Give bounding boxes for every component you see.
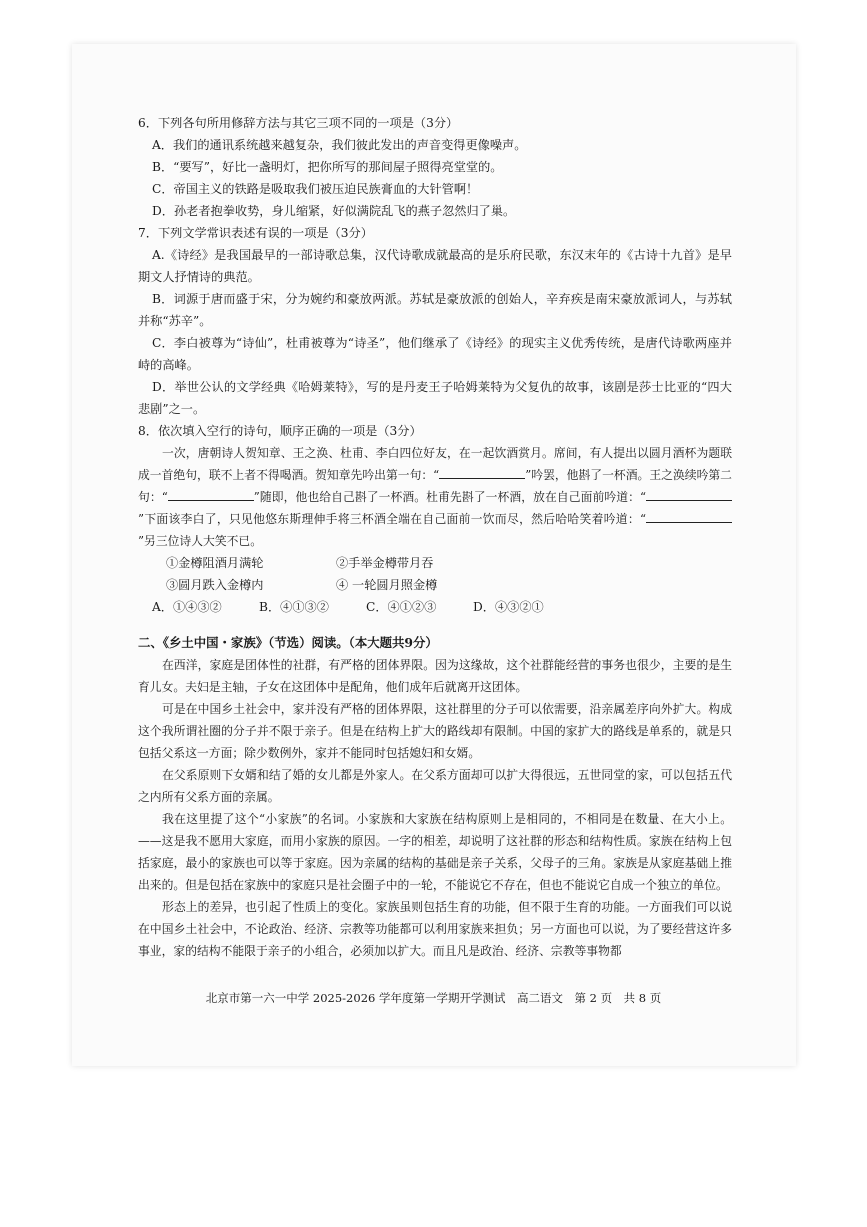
q8-passage-part-1: 一次，唐朝诗人贺知章、王之涣、杜甫、李白四位好友，在一起饮酒赏月。席间，有人提出以圆月酒杯为题联成一首绝句，联不上者不得喝酒。贺知章先吟出第一句：“ — [138, 446, 732, 482]
q8-passage-part-4: ”下面该李白了，只见他悠东斯理伸手将三杯酒全端在自己面前一饮而尽，然后哈哈笑着吟道：“ — [138, 512, 646, 526]
q8-answer-options — [138, 596, 732, 618]
q7-option-a: A.《诗经》是我国最早的一部诗歌总集，汉代诗歌成就最高的是乐府民歌，东汉末年的《古诗十九首》是早期文人抒情诗的典范。 — [138, 248, 732, 284]
blank-1 — [439, 465, 525, 479]
q7-option-d: D．举世公认的文学经典《哈姆莱特》，写的是丹麦王子哈姆莱特为父复仇的故事，该剧是莎士比亚的“四大悲剧”之一。 — [138, 380, 732, 416]
poem-lines-row-2 — [138, 574, 732, 596]
q8-option-d: D．④③②① — [473, 600, 544, 614]
q7-option-b: B．词源于唐而盛于宋，分为婉约和豪放两派。苏轼是豪放派的创始人，辛弃疾是南宋豪放派词人，与苏轼并称“苏辛”。 — [138, 292, 732, 328]
question-8-stem: 8．依次填入空行的诗句，顺序正确的一项是（3分） — [138, 424, 422, 438]
q8-passage — [138, 442, 732, 552]
reading-paragraph-5: 形态上的差异，也引起了性质上的变化。家族虽则包括生育的功能，但不限于生育的功能。一方面我们可以说在中国乡土社会中，不论政治、经济、宗教等功能都可以利用家族来担负；另一方面也可以说，为了要经营这许多事业，家的结构不能限于亲子的小组合，必须加以扩大。而且凡是政治、经济、宗教等事物都 — [138, 900, 732, 958]
poem-lines-row-1 — [138, 552, 732, 574]
poem-line-1: ①金樽阻酒月满轮 — [166, 556, 264, 570]
blank-4 — [646, 509, 732, 523]
question-7-stem: 7．下列文学常识表述有误的一项是（3分） — [138, 226, 373, 240]
section-2-title: 二、《乡土中国・家族》（节选）阅读。（本大题共9分） — [138, 635, 438, 650]
poem-line-3: ③圆月跌入金樽内 — [166, 578, 264, 592]
blank-3 — [646, 487, 732, 501]
blank-2 — [168, 487, 254, 501]
q6-option-d: D．孙老者抱拳收势，身儿缩紧，好似满院乱飞的燕子忽然归了巢。 — [152, 204, 516, 218]
q8-passage-part-2: ”吟罢，他斟了一杯酒。王之涣续吟第二句：“ — [138, 468, 732, 504]
page-content — [138, 112, 732, 962]
reading-paragraph-2: 可是在中国乡土社会中，家并没有严格的团体界限，这社群里的分子可以依需要，沿亲属差序向外扩大。构成这个我所谓社圈的分子并不限于亲子。但是在结构上扩大的路线却有限制。中国的家扩大的路线是单系的，就是只包括父系这一方面；除少数例外，家并不能同时包括媳妇和女婿。 — [138, 702, 732, 760]
question-6-stem: 6．下列各句所用修辞方法与其它三项不同的一项是（3分） — [138, 116, 459, 130]
q8-option-a: A．①④③② — [152, 600, 222, 614]
reading-paragraph-4: 我在这里提了这个“小家族”的名词。小家族和大家族在结构原则上是相同的，不相同是在数量、在大小上。——这是我不愿用大家庭，而用小家族的原因。一字的相差，却说明了这社群的形态和结构性质。家族在结构上包括家庭，最小的家族也可以等于家庭。因为亲属的结构的基础是亲子关系，父母子的三角。家族是从家庭基础上推出来的。但是包括在家族中的家庭只是社会圈子中的一轮，不能说它不存在，但也不能说它自成一个独立的单位。 — [138, 812, 732, 892]
poem-line-4: ④ 一轮圆月照金樽 — [336, 578, 438, 592]
q8-option-c: C．④①②③ — [366, 600, 437, 614]
q6-option-a: A．我们的通讯系统越来越复杂，我们彼此发出的声音变得更像噪声。 — [152, 138, 527, 152]
q8-passage-part-5: ”另三位诗人大笑不已。 — [138, 534, 263, 548]
q6-option-b: B．“要写”，好比一盏明灯，把你所写的那间屋子照得亮堂堂的。 — [152, 160, 503, 174]
q6-option-c: C．帝国主义的铁路是吸取我们被压迫民族膏血的大针管啊！ — [152, 182, 479, 196]
poem-line-2: ②手举金樽带月吞 — [336, 556, 434, 570]
reading-paragraph-1: 在西洋，家庭是团体性的社群，有严格的团体界限。因为这缘故，这个社群能经营的事务也很少，主要的是生育儿女。夫妇是主轴，子女在这团体中是配角，他们成年后就离开这团体。 — [138, 658, 732, 694]
q7-option-c: C．李白被尊为“诗仙”，杜甫被尊为“诗圣”，他们继承了《诗经》的现实主义优秀传统，是唐代诗歌两座并峙的高峰。 — [138, 336, 732, 372]
reading-paragraph-3: 在父系原则下女婿和结了婚的女儿都是外家人。在父系方面却可以扩大得很远，五世同堂的家，可以包括五代之内所有父系方面的亲属。 — [138, 768, 732, 804]
q8-passage-part-3: ”随即，他也给自己斟了一杯酒。杜甫先斟了一杯酒，放在自己面前吟道：“ — [253, 490, 646, 504]
page-footer: 北京市第一六一中学 2025-2026 学年度第一学期开学测试 高二语文 第 2 页 共 8 页 — [205, 991, 662, 1005]
q8-option-b: B．④①③② — [259, 600, 329, 614]
